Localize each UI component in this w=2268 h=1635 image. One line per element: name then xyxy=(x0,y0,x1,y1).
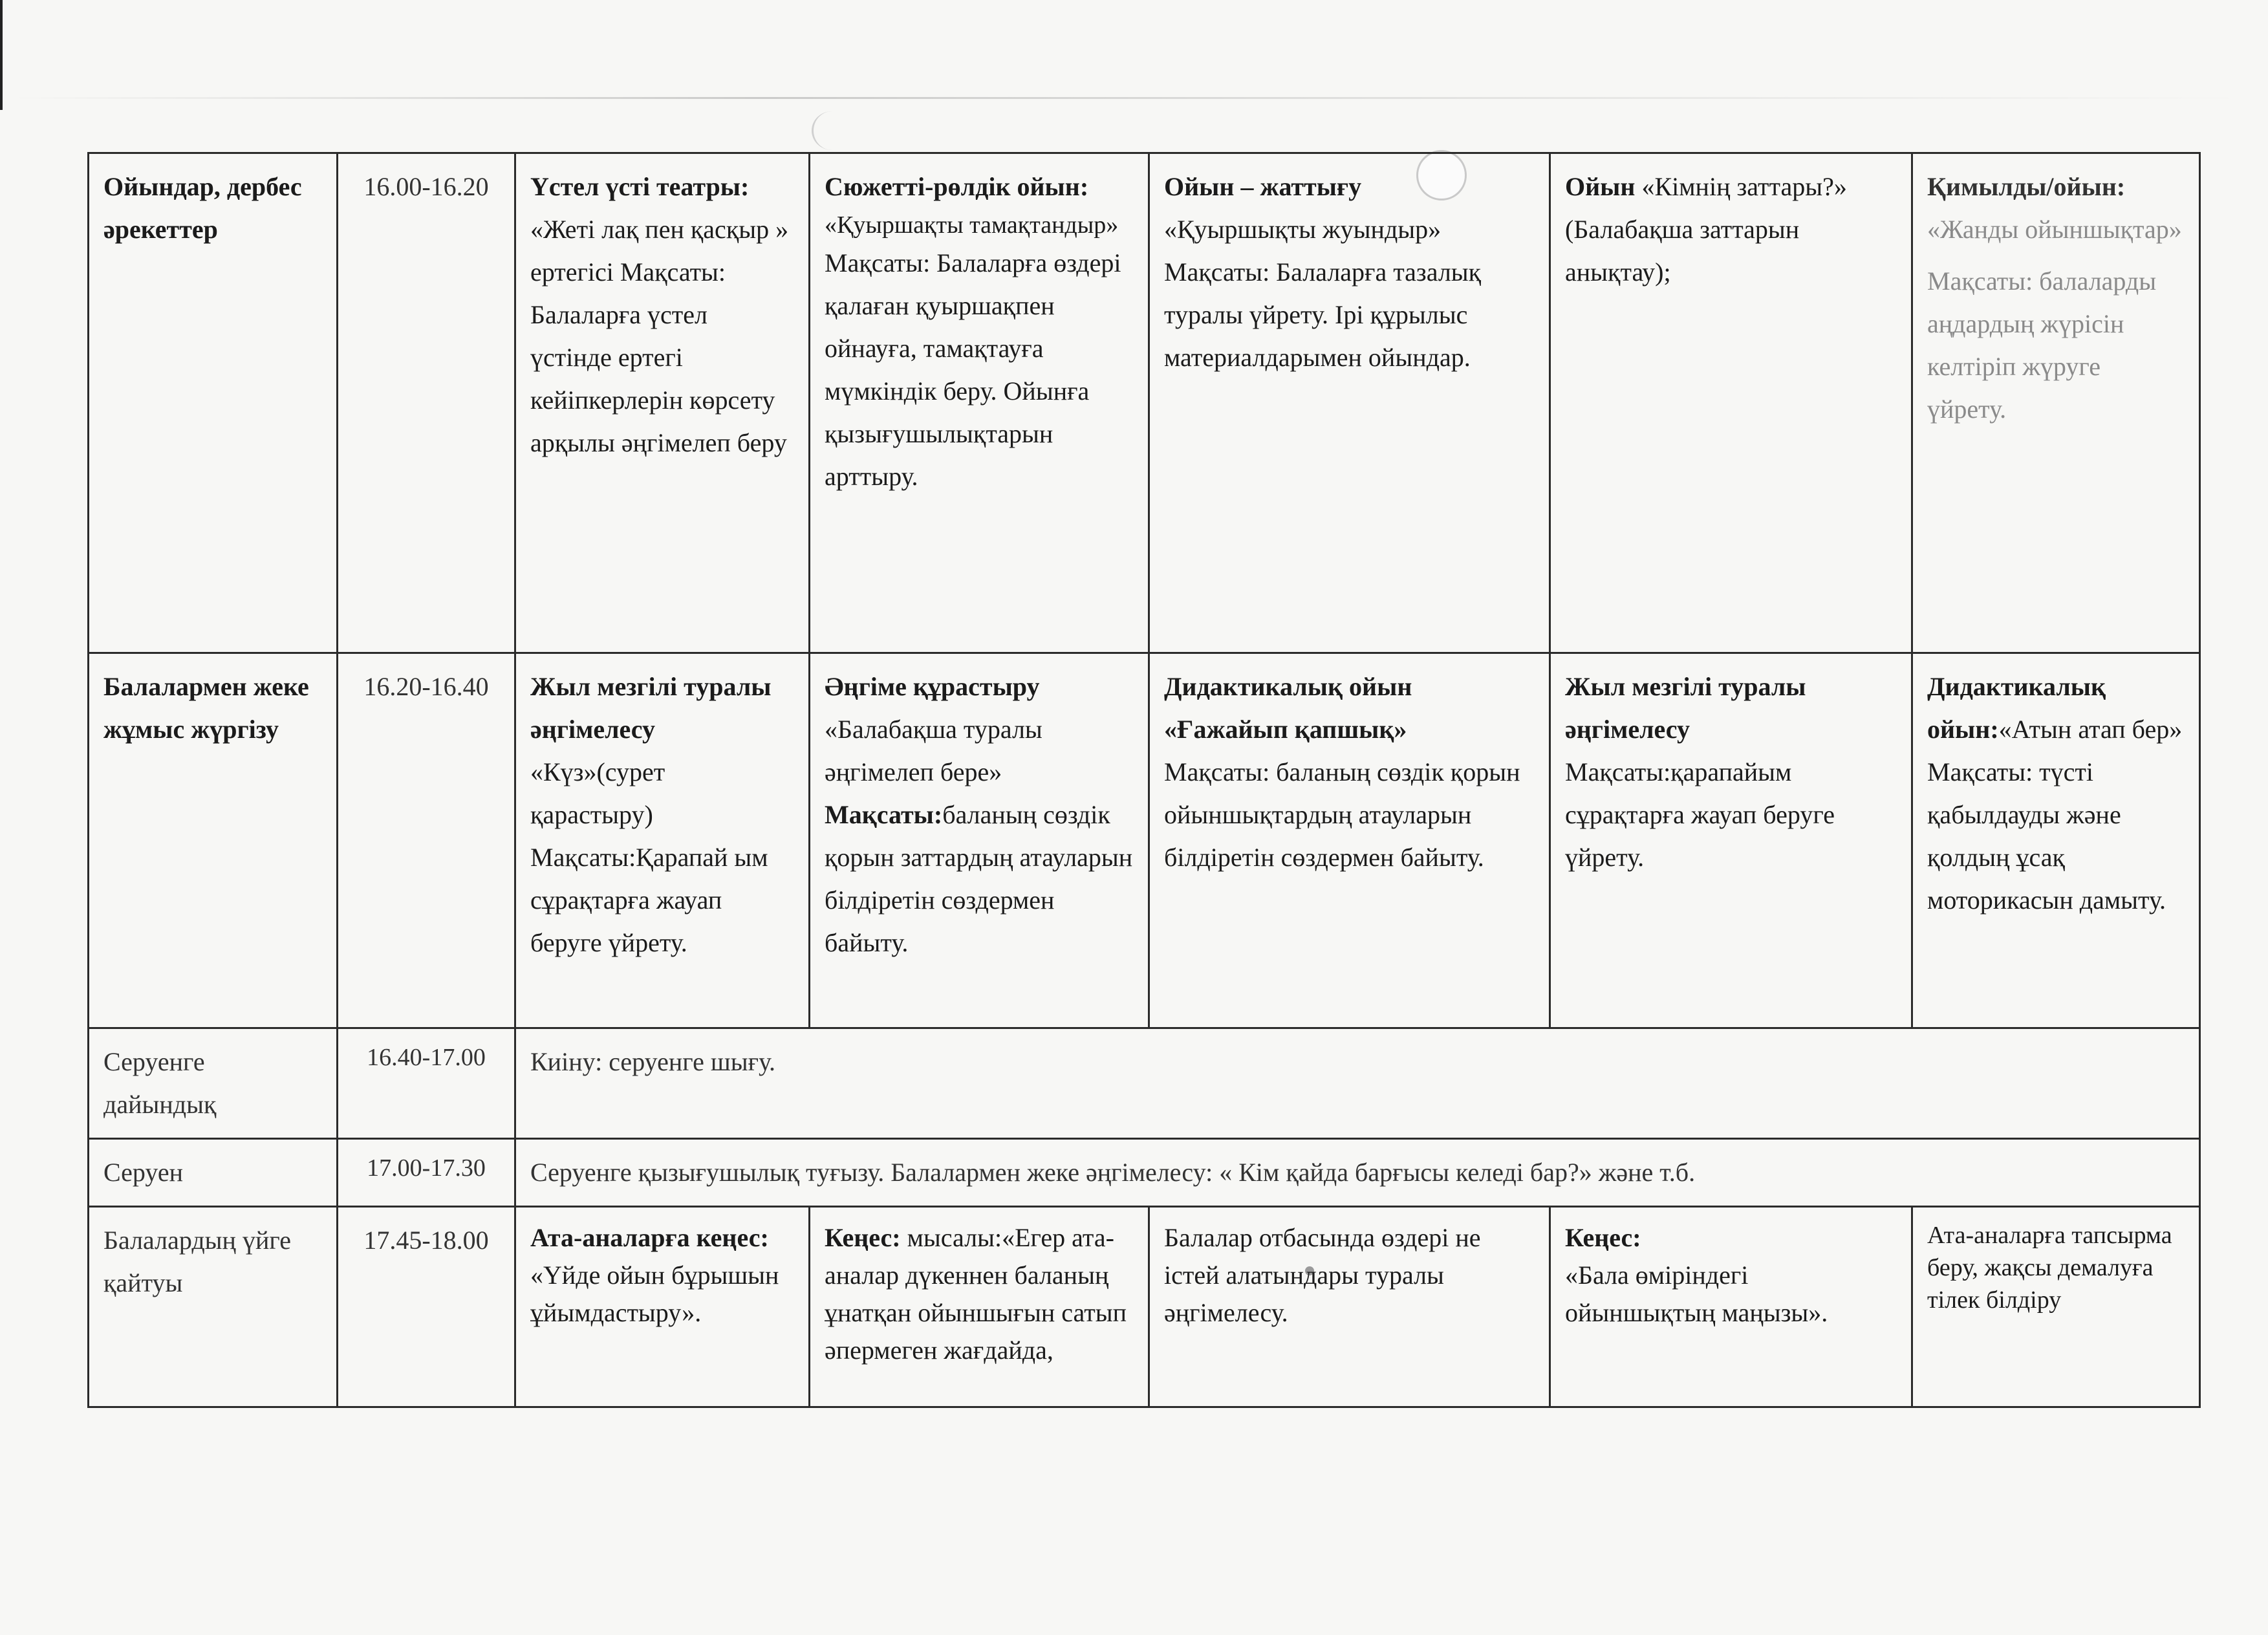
cell-title: Жыл мезгілі туралы әңгімелесу xyxy=(1565,672,1806,744)
thursday-cell xyxy=(1550,653,1912,1028)
wednesday-cell xyxy=(1149,153,1550,653)
time-slot: 16.40-17.00 xyxy=(338,1028,515,1139)
punch-hole-mark xyxy=(812,111,852,150)
friday-cell xyxy=(1912,1207,2200,1407)
span-cell: Киіну: серуенге шығу. xyxy=(515,1028,2200,1139)
cell-subtitle: «Балабақша туралы әңгімелеп бере» xyxy=(825,715,1042,786)
activity-name: Балалармен жеке жұмыс жүргізу xyxy=(89,653,338,1028)
cell-body: Мақсаты: баланың сөздік қорын ойыншықтардың атауларын білдіретін сөздермен байыту. xyxy=(1164,757,1520,872)
time-slot: 17.45-18.00 xyxy=(338,1207,515,1407)
cell-body: Мақсаты: түсті қабылдауды және қолдың ұсақ моторикасын дамыту. xyxy=(1927,757,2166,915)
cell-title-line xyxy=(825,1219,1134,1369)
cell-title: Дидактикалық ойын «Ғажайып қапшық» xyxy=(1164,672,1412,744)
thursday-cell xyxy=(1550,153,1912,653)
cell-body: «Жеті лақ пен қасқыр » ертегісі Мақсаты: Балаларға үстел үстінде ертегі кейіпкерлерін көрсету арқылы әңгімелеп беру xyxy=(530,215,789,457)
table-row xyxy=(89,653,2200,1028)
cell-title: Кеңес: xyxy=(825,1223,901,1252)
cell-body: Мақсаты: балаларды аңдардың жүрісін келтіріп жүруге үйрету. xyxy=(1927,266,2157,424)
cell-label: Мақсаты: xyxy=(825,800,943,829)
activity-name: Серуен xyxy=(89,1139,338,1207)
cell-title: Қимылды/ойын: xyxy=(1927,172,2126,201)
tuesday-cell xyxy=(810,653,1149,1028)
cell-body: «Күз»(сурет қарастыру) Мақсаты:Қарапай ым сұрақтарға жауап беруге үйрету. xyxy=(530,757,768,957)
table-row xyxy=(89,1028,2200,1139)
cell-title: Ойын – жаттығу xyxy=(1164,172,1362,201)
cell-body: баланың сөздік қорын заттардың атауларын білдіретін сөздермен байыту. xyxy=(825,800,1133,957)
cell-title: Сюжетті-рөлдік ойын: xyxy=(825,172,1089,201)
friday-cell xyxy=(1912,153,2200,653)
table-row xyxy=(89,1207,2200,1407)
cell-body: Балалар отбасында өздері не істей алатындары туралы әңгімелесу. xyxy=(1164,1223,1481,1327)
cell-body: Мақсаты:қарапайым сұрақтарға жауап беруге үйрету. xyxy=(1565,757,1835,872)
cell-title: Кеңес: xyxy=(1565,1223,1641,1252)
cell-title-line xyxy=(1927,666,2185,751)
monday-cell xyxy=(515,153,810,653)
cell-title: Ойын xyxy=(1565,172,1636,201)
scan-shadow-line xyxy=(13,97,2244,99)
cell-title: Жыл мезгілі туралы әңгімелесу xyxy=(530,672,772,744)
tuesday-cell xyxy=(810,153,1149,653)
wednesday-cell xyxy=(1149,653,1550,1028)
time-slot: 16.00-16.20 xyxy=(338,153,515,653)
cell-body: Ата-аналарға тапсырма беру, жақсы демалуға тілек білдіру xyxy=(1927,1222,2172,1314)
cell-body-line xyxy=(825,794,1134,964)
cell-subtitle: «Жанды ойыншықтар» xyxy=(1927,215,2182,244)
monday-cell xyxy=(515,1207,810,1407)
activity-name: Серуенге дайындық xyxy=(89,1028,338,1139)
cell-title-line xyxy=(1565,166,1897,294)
cell-title: Ата-аналарға кеңес: xyxy=(530,1223,769,1252)
cell-title: Үстел үсті театры: xyxy=(530,172,750,201)
cell-subtitle: «Қуыршақты тамақтандыр» xyxy=(825,211,1119,239)
friday-cell xyxy=(1912,653,2200,1028)
schedule-table xyxy=(87,152,2201,1408)
table-row xyxy=(89,153,2200,653)
tuesday-cell xyxy=(810,1207,1149,1407)
activity-name: Ойындар, дербес әрекеттер xyxy=(89,153,338,653)
thursday-cell xyxy=(1550,1207,1912,1407)
cell-title: Әңгіме құрастыру xyxy=(825,672,1040,701)
cell-title-rest: «Атын атап бер» xyxy=(1998,715,2183,744)
cell-title-rest: мысалы:«Егер ата-аналар дүкеннен баланың ұнатқан ойыншығын сатып әпермеген жағдайда, xyxy=(825,1223,1127,1365)
cell-title: Дидактикалық ойын: xyxy=(1927,672,2106,744)
cell-body: Мақсаты: Балаларға өздері қалаған қуыршақпен ойнауға, тамақтауға мүмкіндік беру. Ойынға қызығушылықтарын арттыру. xyxy=(825,248,1121,491)
scan-edge xyxy=(0,0,3,110)
cell-body: «Қуыршықты жуындыр» Мақсаты: Балаларға тазалық туралы үйрету. Ірі құрылыс материалдарымен ойындар. xyxy=(1164,215,1482,372)
time-slot: 17.00-17.30 xyxy=(338,1139,515,1207)
cell-body: «Үйде ойын бұрышын ұйымдастыру». xyxy=(530,1261,779,1327)
cell-title-rest: «Кімнің заттары?» (Балабақша заттарын анықтау); xyxy=(1565,172,1847,287)
time-slot: 16.20-16.40 xyxy=(338,653,515,1028)
monday-cell xyxy=(515,653,810,1028)
wednesday-cell xyxy=(1149,1207,1550,1407)
span-cell: Серуенге қызығушылық туғызу. Балалармен жеке әңгімелесу: « Кім қайда барғысы келеді бар?» және т.б. xyxy=(515,1139,2200,1207)
activity-name: Балалардың үйге қайтуы xyxy=(89,1207,338,1407)
cell-body: «Бала өміріндегі ойыншықтың маңызы». xyxy=(1565,1261,1828,1327)
table-row xyxy=(89,1139,2200,1207)
